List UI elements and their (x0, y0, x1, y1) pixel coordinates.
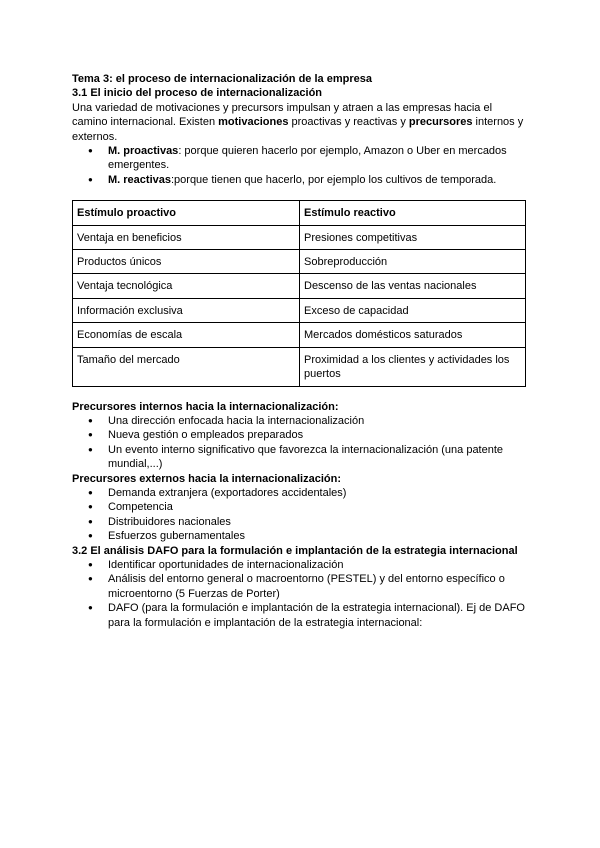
table-row (73, 274, 526, 298)
internal-precursors-list (72, 414, 528, 472)
list-item: ● Distribuidores nacionales (72, 515, 528, 529)
list-item: ● M. reactivas:porque tienen que hacerlo, por ejemplo los cultivos de temporada. (72, 173, 528, 187)
table-cell: Información exclusiva (73, 298, 300, 322)
section-1-intro: Una variedad de motivaciones y precursors impulsan y atraen a las empresas hacia el camino internacional. Existen motivaciones proactivas y reactivas y precursores internos y externos. (72, 101, 524, 143)
table-cell: Ventaja en beneficios (73, 225, 300, 249)
table-row (73, 347, 526, 386)
stimulus-table (72, 200, 526, 386)
internal-precursors-heading: Precursores internos hacia la internacionalización: (72, 400, 339, 413)
list-item: ● M. proactivas: porque quieren hacerlo por ejemplo, Amazon o Uber en mercados emergentes. (72, 144, 528, 173)
table-row (73, 298, 526, 322)
list-item: ● DAFO (para la formulación e implantación de la estrategia internacional). Ej de DAFO para la formulación e implantación de la estrategia internacional: (72, 601, 528, 630)
table-cell: Ventaja tecnológica (73, 274, 300, 298)
table-header-cell: Estímulo proactivo (73, 201, 300, 225)
table-cell: Mercados domésticos saturados (300, 323, 526, 347)
table-cell: Productos únicos (73, 250, 300, 274)
table-cell: Descenso de las ventas nacionales (300, 274, 526, 298)
table-cell: Economías de escala (73, 323, 300, 347)
table-cell: Presiones competitivas (300, 225, 526, 249)
table-header-cell: Estímulo reactivo (300, 201, 526, 225)
table-row (73, 250, 526, 274)
document-page (72, 72, 528, 630)
list-item: ● Un evento interno significativo que favorezca la internacionalización (una patente mundial,...) (72, 443, 528, 472)
motivations-list (72, 144, 528, 187)
list-item: ● Nueva gestión o empleados preparados (72, 428, 528, 442)
document-title: Tema 3: el proceso de internacionalización de la empresa (72, 73, 372, 85)
list-item: ● Esfuerzos gubernamentales (72, 529, 528, 543)
table-row (73, 323, 526, 347)
table-cell: Proximidad a los clientes y actividades los puertos (300, 347, 526, 386)
dafo-list (72, 558, 528, 630)
list-item: ● Identificar oportunidades de internacionalización (72, 558, 528, 572)
table-row (73, 225, 526, 249)
section-1-heading: 3.1 El inicio del proceso de internacionalización (72, 87, 323, 100)
external-precursors-heading: Precursores externos hacia la internacionalización: (72, 472, 341, 485)
list-item: ● Una dirección enfocada hacia la internacionalización (72, 414, 528, 428)
list-item: ● Demanda extranjera (exportadores accidentales) (72, 486, 528, 500)
list-item: ● Competencia (72, 500, 528, 514)
table-header-row (73, 201, 526, 225)
table-cell: Tamaño del mercado (73, 347, 300, 386)
external-precursors-list (72, 486, 528, 544)
section-2-heading: 3.2 El análisis DAFO para la formulación e implantación de la estrategia internacional (72, 544, 518, 557)
table-cell: Sobreproducción (300, 250, 526, 274)
list-item: ● Análisis del entorno general o macroentorno (PESTEL) y del entorno específico o microentorno (5 Fuerzas de Porter) (72, 572, 528, 601)
table-cell: Exceso de capacidad (300, 298, 526, 322)
